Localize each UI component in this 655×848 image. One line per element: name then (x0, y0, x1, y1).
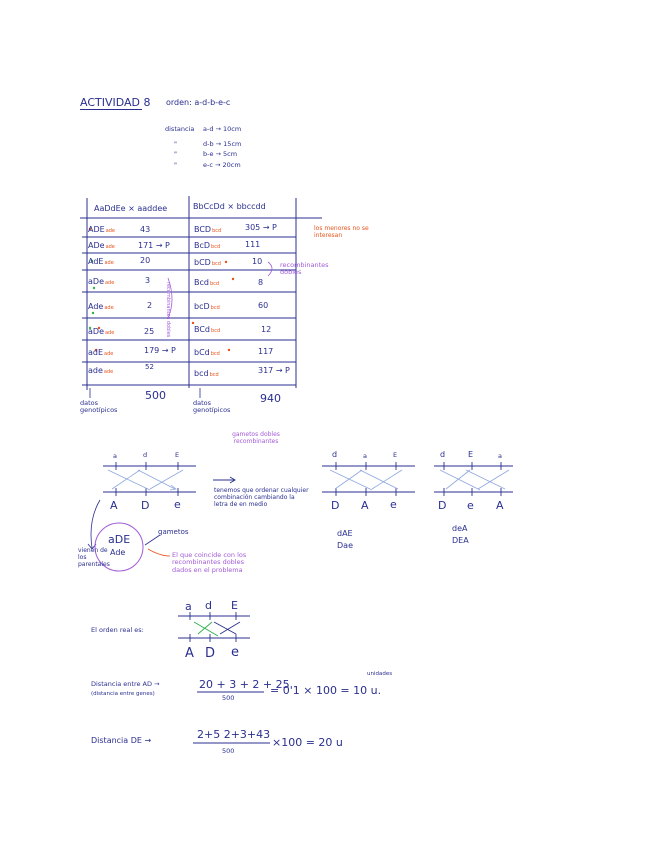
genotype: ade (88, 366, 103, 375)
gamete: ade (104, 305, 114, 311)
de-distance-label: Distancia DE → (91, 736, 152, 745)
allele-label: A (496, 499, 504, 512)
gene-order: orden: a-d-b-e-c (166, 98, 231, 107)
table1-value: 52 (145, 363, 154, 371)
table1-value: 43 (140, 225, 151, 234)
match-note: El que coincide con los recombinantes dobles dados en el problema (172, 551, 247, 574)
gamete: ade (104, 330, 115, 336)
genotype: bcD (194, 302, 210, 311)
allele-label: A (110, 499, 118, 512)
gamete: bcd (210, 305, 220, 311)
allele-label: D (141, 499, 150, 512)
table1-value: 171 → P (138, 241, 170, 250)
allele-label: a (113, 452, 117, 460)
allele-label: E (231, 599, 238, 612)
table1-header: AaDdEe × aaddee (94, 204, 168, 213)
gamete: ade (104, 351, 114, 357)
allele-label: a (363, 452, 367, 460)
table2-value: 10 (252, 257, 263, 266)
genotype: ADe (88, 241, 105, 250)
table2-value: 317 → P (258, 366, 290, 375)
table2-value: 305 → P (245, 223, 277, 232)
allele-label: E (175, 451, 180, 459)
distance-be: b-e → 5cm (203, 150, 238, 158)
allele-label: a (498, 452, 502, 460)
gamete: ade (105, 244, 115, 250)
brace-label: recombinantes dobles (165, 282, 171, 338)
de-denominator: 500 (222, 747, 235, 755)
gamete: bcd (209, 372, 219, 378)
genotype: AdE (88, 257, 104, 266)
gametes-note: gametos (158, 528, 189, 536)
table2-value: 8 (258, 278, 264, 287)
gamete: bcd (211, 328, 221, 334)
table2-value: 60 (258, 301, 269, 310)
genotype: Ade (88, 302, 104, 311)
units-note: unidades (367, 671, 393, 677)
allele-label: d (205, 599, 212, 612)
allele-label: E (468, 450, 474, 459)
gamete: bcd (211, 261, 221, 267)
distance-label: distancia (165, 125, 195, 133)
gamete: bcd (212, 228, 222, 234)
gamete: bcd (211, 244, 221, 250)
ditto-mark: " (174, 150, 177, 158)
double-gametes-note: gametos dobles recombinantes (232, 431, 280, 445)
allele-label: d (143, 451, 148, 459)
genotype: BcD (194, 241, 211, 250)
allele-label: e (467, 499, 474, 512)
ditto-mark: " (174, 161, 177, 169)
allele-label: E (393, 451, 398, 459)
gamete-label: Dae (337, 541, 353, 550)
ditto-mark: " (174, 140, 177, 148)
genotype: aDe (88, 277, 104, 286)
circled-gamete: Ade (110, 548, 126, 557)
allele-label: A (185, 646, 194, 661)
allele-label: A (361, 499, 369, 512)
distance-ec: e-c → 20cm (203, 161, 241, 169)
gamete-label: dAE (337, 529, 353, 538)
de-result: ×100 = 20 u (272, 736, 343, 749)
circled-gamete: aDE (108, 533, 131, 546)
ad-distance-label: Distancia entre AD → (91, 680, 160, 688)
gamete: ade (104, 280, 115, 286)
genotype: BCD (194, 225, 212, 234)
ad-numerator: 20 + 3 + 2 + 25 (199, 678, 290, 691)
genotype: bCD (194, 258, 211, 267)
genotype: bCd (194, 348, 210, 357)
table2-value: 117 (258, 347, 274, 356)
genotype: ADE (88, 225, 105, 234)
table2-total: 940 (260, 392, 281, 405)
allele-label: D (205, 646, 216, 661)
allele-label: d (440, 450, 446, 459)
distance-db: d-b → 15cm (203, 140, 242, 148)
table1-footer: datos genotípicos (80, 399, 118, 415)
genotype: bcd (194, 369, 209, 378)
table2-value: 111 (245, 240, 261, 249)
gamete: bcd (209, 281, 220, 287)
gamete: bcd (210, 351, 220, 357)
ad-distance-sublabel: (distancia entre genes) (91, 691, 155, 697)
real-order-label: El orden real es: (91, 626, 144, 634)
recombinants-note: recombinantes dobles (280, 261, 329, 277)
distance-ad: a-d → 10cm (203, 125, 242, 133)
genotype: adE (88, 348, 104, 357)
parentals-origin-note: vienen de los parentales (78, 547, 110, 568)
allele-label: e (174, 498, 181, 511)
table1-value: 2 (147, 301, 153, 310)
genotype: Bcd (194, 278, 209, 287)
table2-header: BbCcDd × bbccdd (193, 202, 266, 211)
gamete: ade (105, 228, 116, 234)
gamete-label: DEA (452, 536, 469, 545)
allele-label: a (185, 600, 192, 613)
ad-result: = 0'1 × 100 = 10 u. (270, 684, 382, 697)
gamete-label: deA (452, 524, 468, 533)
page-title: ACTIVIDAD 8 (80, 96, 151, 109)
table2-footer: datos genotípicos (193, 399, 231, 415)
de-numerator: 2+5 2+3+43 (197, 728, 271, 741)
table2-value: 12 (261, 325, 272, 334)
table1-value: 20 (140, 256, 151, 265)
allele-label: D (331, 499, 340, 512)
table1-total: 500 (145, 389, 166, 402)
genotype: BCd (194, 325, 211, 334)
table1-value: 25 (144, 327, 155, 336)
table1-value: 179 → P (144, 346, 176, 355)
allele-label: e (231, 645, 239, 660)
allele-label: e (390, 498, 397, 511)
ad-denominator: 500 (222, 694, 235, 702)
gamete: ade (104, 260, 114, 266)
allele-label: d (332, 450, 338, 459)
genotype: aDe (88, 327, 104, 336)
parentals-note: los menores no se interesan (314, 225, 369, 239)
explanation-note: tenemos que ordenar cualquier combinación cambiando la letra de en medio (214, 487, 309, 508)
table1-value: 3 (145, 276, 151, 285)
gamete: ade (103, 369, 114, 375)
allele-label: D (438, 499, 447, 512)
